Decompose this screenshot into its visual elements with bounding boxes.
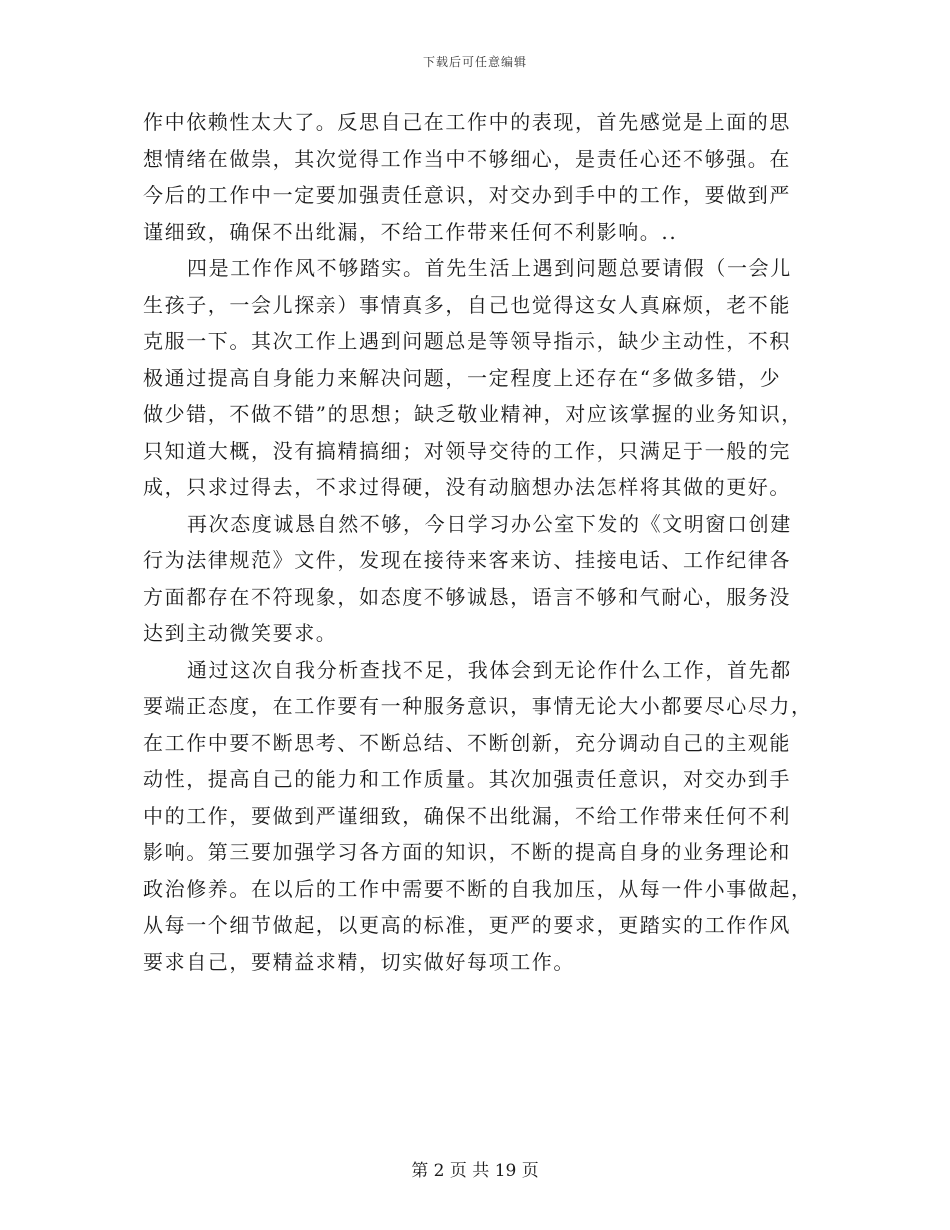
text-line: 极通过提高自身能力来解决问题，一定程度上还存在“多做多错，少 <box>143 365 782 390</box>
text-line: 通过这次自我分析查找不足，我体会到无论作什么工作，首先都 <box>187 657 792 682</box>
text-line: 方面都存在不符现象，如态度不够诚恳，语言不够和气耐心，服务没 <box>143 584 791 609</box>
text-line: 再次态度诚恳自然不够，今日学习办公室下发的《文明窗口创建 <box>187 511 792 536</box>
paragraph <box>143 652 813 981</box>
text-line: 从每一个细节做起，以更高的标准，更严的要求，更踏实的工作作风 <box>143 913 791 937</box>
text-line: 影响。第三要加强学习各方面的知识，不断的提高自身的业务理论和 <box>143 840 791 864</box>
text-line: 中的工作，要做到严谨细致，确保不出纰漏，不给工作带来任何不利 <box>143 803 791 828</box>
text-line: 四是工作作风不够踏实。首先生活上遇到问题总要请假（一会儿 <box>187 256 792 280</box>
page-header: 下载后可任意编辑 <box>422 55 527 69</box>
text-line: 政治修养。在以后的工作中需要不断的自我加压，从每一件小事做起， <box>143 876 813 901</box>
page-footer: 第 2 页 共 19 页 <box>411 1161 539 1181</box>
text-line: 成，只求过得去，不求过得硬，没有动脑想办法怎样将其做的更好。 <box>143 475 791 499</box>
document-body <box>143 104 813 980</box>
text-line: 谨细致，确保不出纰漏，不给工作带来任何不利影响。.. <box>143 219 678 244</box>
text-line: 只知道大概，没有搞精搞细；对领导交待的工作，只满足于一般的完 <box>143 438 791 463</box>
text-line: 要求自己，要精益求精，切实做好每项工作。 <box>143 949 575 974</box>
text-line: 今后的工作中一定要加强责任意识，对交办到手中的工作，要做到严 <box>143 183 791 207</box>
text-line: 做少错，不做不错”的思想；缺乏敬业精神，对应该掌握的业务知识， <box>143 402 803 426</box>
text-line: 要端正态度，在工作要有一种服务意识，事情无论大小都要尽心尽力， <box>143 694 813 718</box>
paragraph <box>143 250 807 506</box>
text-line: 行为法律规范》文件，发现在接待来客来访、挂接电话、工作纪律各 <box>143 548 791 572</box>
text-line: 作中依赖性太大了。反思自己在工作中的表现，首先感觉是上面的思 <box>143 110 791 134</box>
text-line: 想情绪在做祟，其次觉得工作当中不够细心，是责任心还不够强。在 <box>143 146 791 171</box>
paragraph <box>143 506 807 652</box>
text-line: 动性，提高自己的能力和工作质量。其次加强责任意识，对交办到手 <box>143 767 791 791</box>
text-line: 在工作中要不断思考、不断总结、不断创新，充分调动自己的主观能 <box>143 730 791 755</box>
paragraph <box>143 104 807 250</box>
text-line: 克服一下。其次工作上遇到问题总是等领导指示，缺少主动性，不积 <box>143 329 791 353</box>
text-line: 生孩子，一会儿探亲）事情真多，自己也觉得这女人真麻烦，老不能 <box>143 292 791 317</box>
text-line: 达到主动微笑要求。 <box>143 621 338 645</box>
